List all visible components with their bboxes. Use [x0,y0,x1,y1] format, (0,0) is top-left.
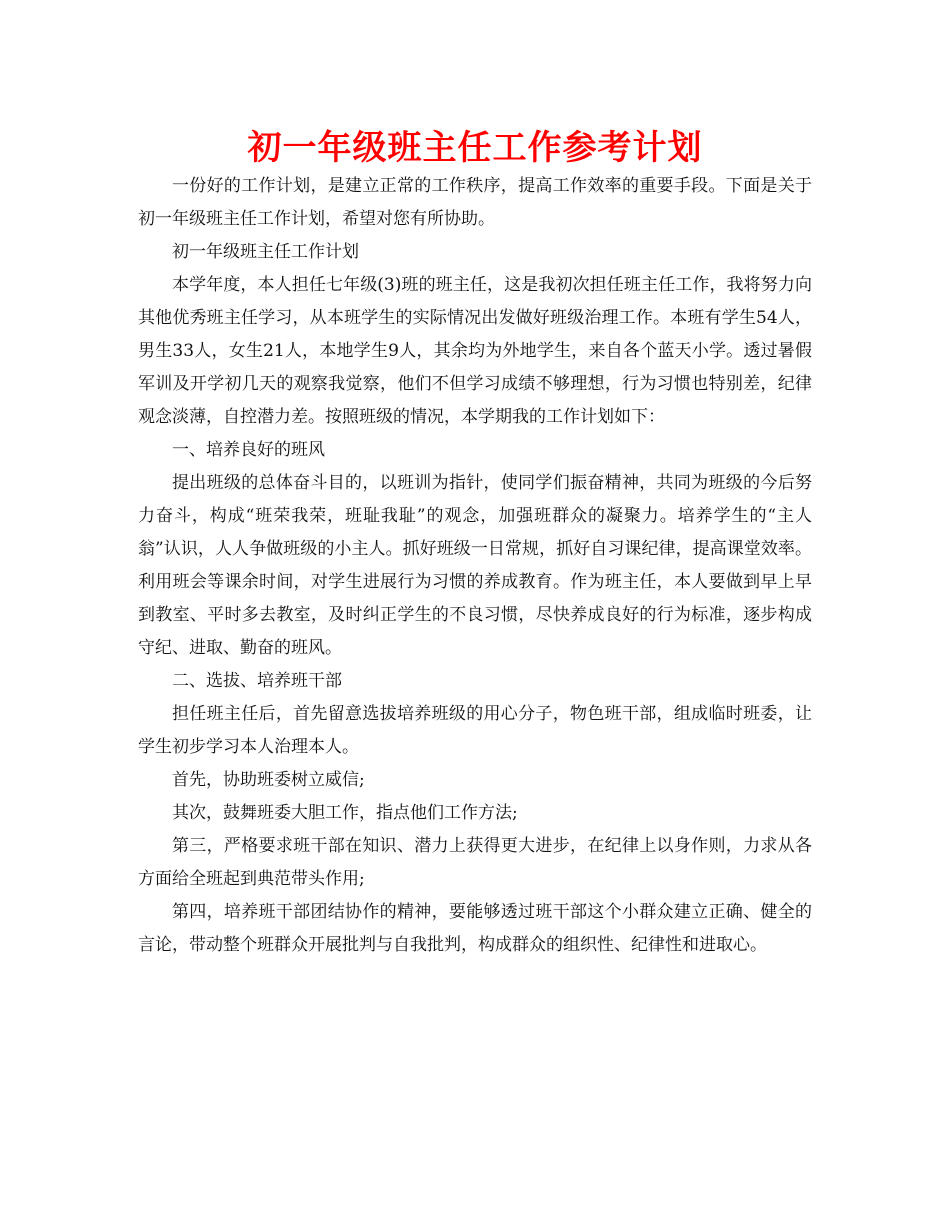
paragraph-cadre-select: 担任班主任后，首先留意选拔培养班级的用心分子，物色班干部，组成临时班委，让学生初步学习本人治理本人。 [138,704,812,757]
paragraph-intro: 一份好的工作计划，是建立正常的工作秩序，提高工作效率的重要手段。下面是关于初一年级班主任工作计划，希望对您有所协助。 [138,176,812,229]
paragraph-subtitle: 初一年级班主任工作计划 [172,242,359,262]
list-item-fourth: 第四，培养班干部团结协作的精神，要能够透过班干部这个小群众建立正确、健全的言论，带动整个班群众开展批判与自我批判，构成群众的组织性、纪律性和进取心。 [138,902,812,955]
list-item-first: 首先，协助班委树立威信; [172,770,365,790]
section-heading-1: 一、培养良好的班风 [172,440,325,460]
list-item-third: 第三，严格要求班干部在知识、潜力上获得更大进步，在纪律上以身作则，力求从各方面给全班起到典范带头作用; [138,836,812,889]
list-item-second: 其次，鼓舞班委大胆工作，指点他们工作方法; [172,803,518,823]
section-heading-2: 二、选拔、培养班干部 [172,671,342,691]
document-title: 初一年级班主任工作参考计划 [247,128,703,168]
paragraph-overview: 本学年度，本人担任七年级(3)班的班主任，这是我初次担任班主任工作，我将努力向其他优秀班主任学习，从本班学生的实际情况出发做好班级治理工作。本班有学生54人，男生33人，女生21人，本地学生9人，其余均为外地学生，来自各个蓝天小学。透过暑假军训及开学初几天的观察我觉察，他们不但学习成绩不够理想，行为习惯也特别差，纪律观念淡薄，自控潜力差。按照班级的情况，本学期我的工作计划如下： [138,275,812,427]
document-body [138,170,812,962]
paragraph-class-style: 提出班级的总体奋斗目的，以班训为指针，使同学们振奋精神，共同为班级的今后努力奋斗，构成“班荣我荣，班耻我耻”的观念，加强班群众的凝聚力。培养学生的“主人翁”认识，人人争做班级的小主人。抓好班级一日常规，抓好自习课纪律，提高课堂效率。利用班会等课余时间，对学生进展行为习惯的养成教育。作为班主任，本人要做到早上早到教室、平时多去教室，及时纠正学生的不良习惯，尽快养成良好的行为标准，逐步构成守纪、进取、勤奋的班风。 [138,473,812,658]
